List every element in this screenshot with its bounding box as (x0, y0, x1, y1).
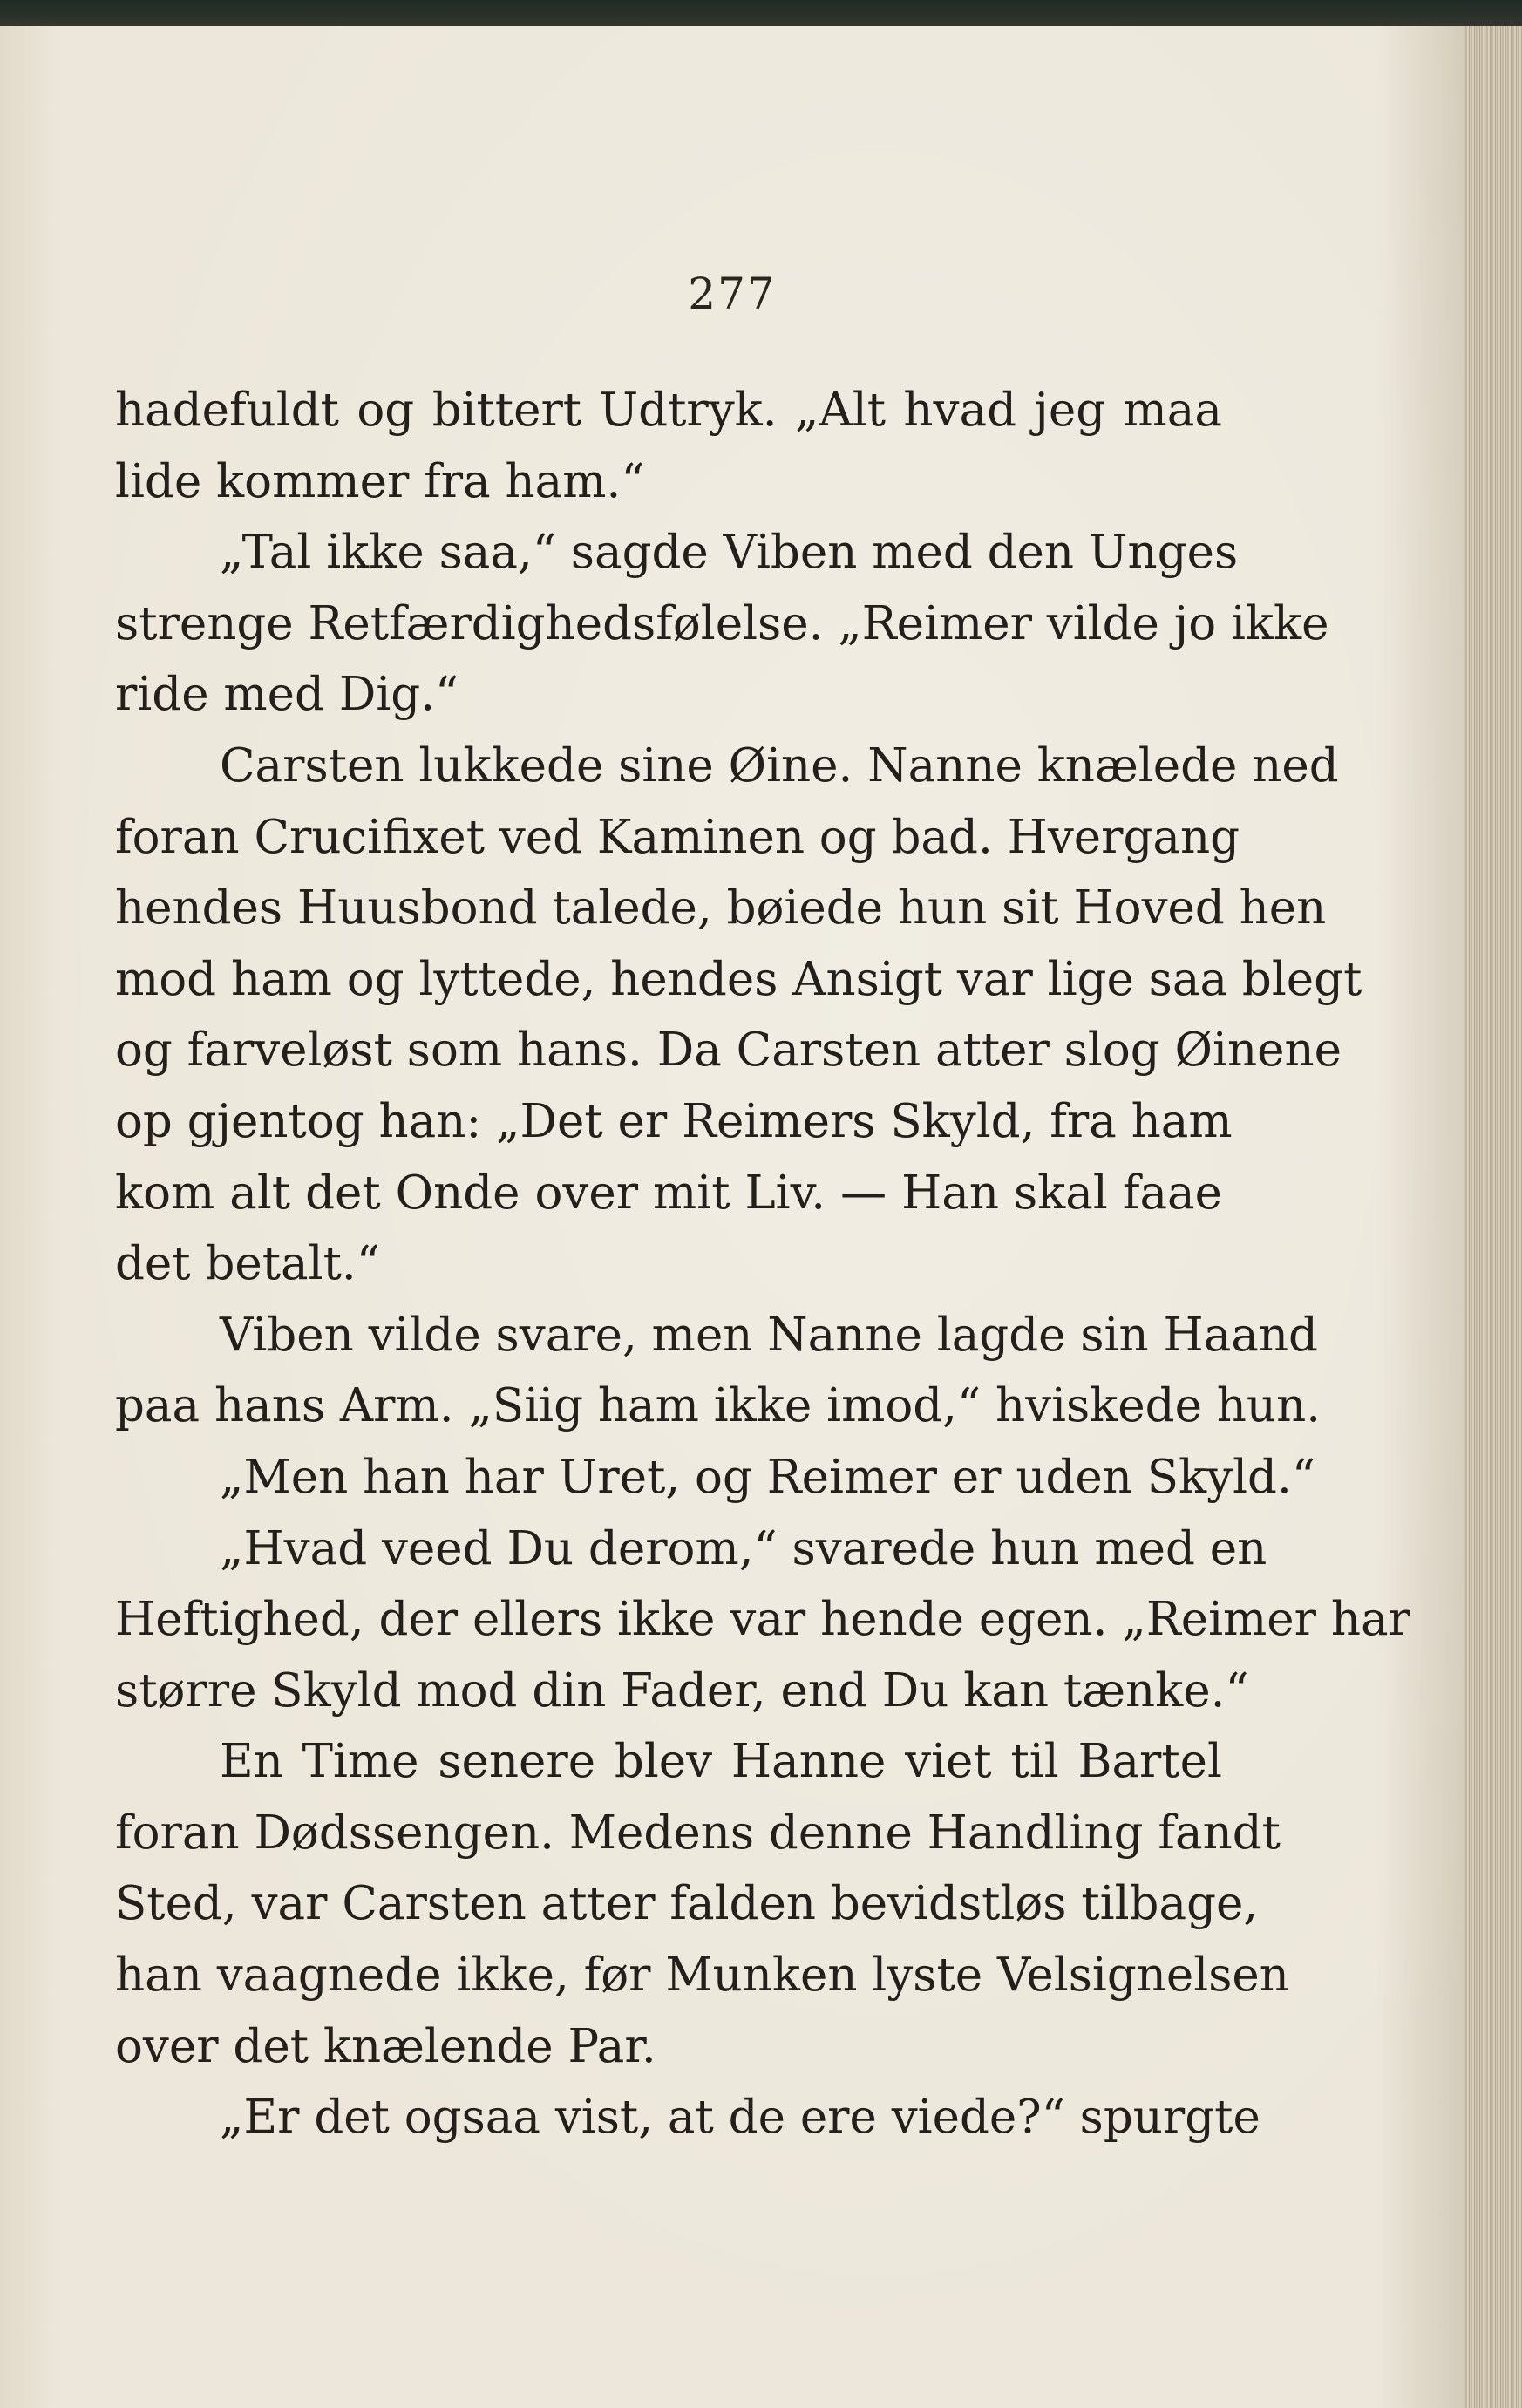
text-line: paa hans Arm. „Siig ham ikke imod,“ hviskede hun. (115, 1379, 1322, 1433)
text-line: større Skyld mod din Fader, end Du kan tænke.“ (115, 1663, 1249, 1718)
text-line: op gjentog han: „Det er Reimers Skyld, fra ham (115, 1094, 1233, 1148)
text-line: „Tal ikke saa,“ sagde Viben med den Unges (220, 526, 1239, 580)
text-line: ride med Dig.“ (115, 668, 459, 722)
text-line: lide kommer fra ham.“ (115, 454, 645, 508)
body-text (115, 375, 1410, 2153)
text-line: En Time senere blev Hanne viet til Bartel (220, 1735, 1222, 1789)
text-line: strenge Retfærdighedsfølelse. „Reimer vilde jo ikke (115, 596, 1329, 650)
text-line: over det knælende Par. (115, 2019, 656, 2073)
text-line: Viben vilde svare, men Nanne lagde sin Haand (220, 1308, 1318, 1362)
page-number: 277 (688, 269, 777, 319)
book-page (0, 26, 1464, 2408)
text-line: foran Crucifixet ved Kaminen og bad. Hvergang (115, 810, 1240, 864)
text-line: „Men han har Uret, og Reimer er uden Skyld.“ (220, 1450, 1315, 1504)
text-line: foran Dødssengen. Medens denne Handling fandt (115, 1806, 1281, 1860)
text-line: han vaagnede ikke, før Munken lyste Velsignelsen (115, 1949, 1289, 2003)
page-edges (1464, 26, 1522, 2408)
text-line: hadefuldt og bittert Udtryk. „Alt hvad jeg maa (115, 384, 1222, 437)
text-line: „Er det ogsaa vist, at de ere viede?“ spurgte (220, 2091, 1260, 2145)
text-line: Sted, var Carsten atter falden bevidstløs tilbage, (115, 1877, 1259, 1931)
text-line: hendes Huusbond talede, bøiede hun sit Hoved hen (115, 881, 1327, 935)
text-line: Carsten lukkede sine Øine. Nanne knælede ned (220, 738, 1339, 792)
text-line: det betalt.“ (115, 1237, 380, 1291)
text-line: mod ham og lyttede, hendes Ansigt var lige saa blegt (115, 952, 1362, 1006)
text-line: og farveløst som hans. Da Carsten atter slog Øinene (115, 1024, 1342, 1078)
text-line: kom alt det Onde over mit Liv. — Han skal faae (115, 1166, 1222, 1220)
text-line: „Hvad veed Du derom,“ svarede hun med en (220, 1521, 1267, 1575)
text-line: Heftighed, der ellers ikke var hende egen. „Reimer har (115, 1593, 1410, 1647)
